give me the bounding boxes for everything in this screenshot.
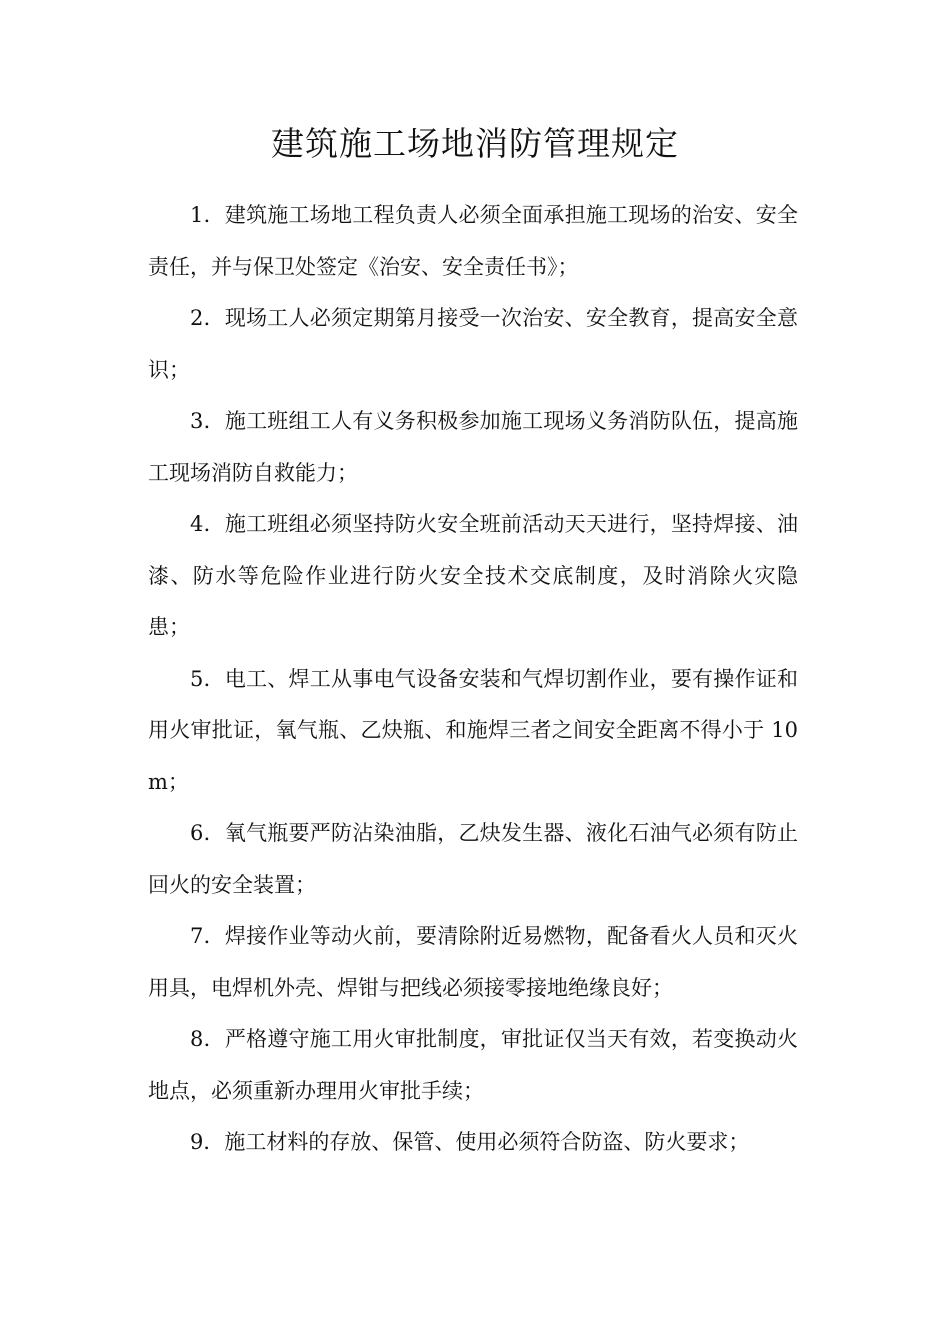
document-body — [148, 190, 798, 1169]
clause-7: 7．焊接作业等动火前，要清除附近易燃物，配备看火人员和灭火用具，电焊机外壳、焊钳与把线必须接零接地绝缘良好； — [148, 924, 798, 1000]
clause-3: 3．施工班组工人有义务积极参加施工现场义务消防队伍，提高施工现场消防自救能力； — [148, 409, 798, 485]
clause-5: 5．电工、焊工从事电气设备安装和气焊切割作业，要有操作证和用火审批证，氧气瓶、乙炔瓶、和施焊三者之间安全距离不得小于 10m； — [148, 666, 798, 794]
clause-4: 4．施工班组必须坚持防火安全班前活动天天进行，坚持焊接、油漆、防水等危险作业进行防火安全技术交底制度，及时消除火灾隐患； — [148, 512, 798, 639]
clause-8: 8．严格遵守施工用火审批制度，审批证仅当天有效，若变换动火地点，必须重新办理用火审批手续； — [148, 1027, 798, 1103]
clause-1: 1．建筑施工场地工程负责人必须全面承担施工现场的治安、安全责任，并与保卫处签定《治安、安全责任书》； — [148, 203, 798, 279]
clause-2: 2．现场工人必须定期第月接受一次治安、安全教育，提高安全意识； — [148, 306, 798, 382]
document-title: 建筑施工场地消防管理规定 — [271, 124, 679, 163]
clause-6: 6．氧气瓶要严防沾染油脂，乙炔发生器、液化石油气必须有防止回火的安全装置； — [148, 821, 798, 897]
clause-9: 9．施工材料的存放、保管、使用必须符合防盗、防火要求； — [190, 1130, 750, 1154]
